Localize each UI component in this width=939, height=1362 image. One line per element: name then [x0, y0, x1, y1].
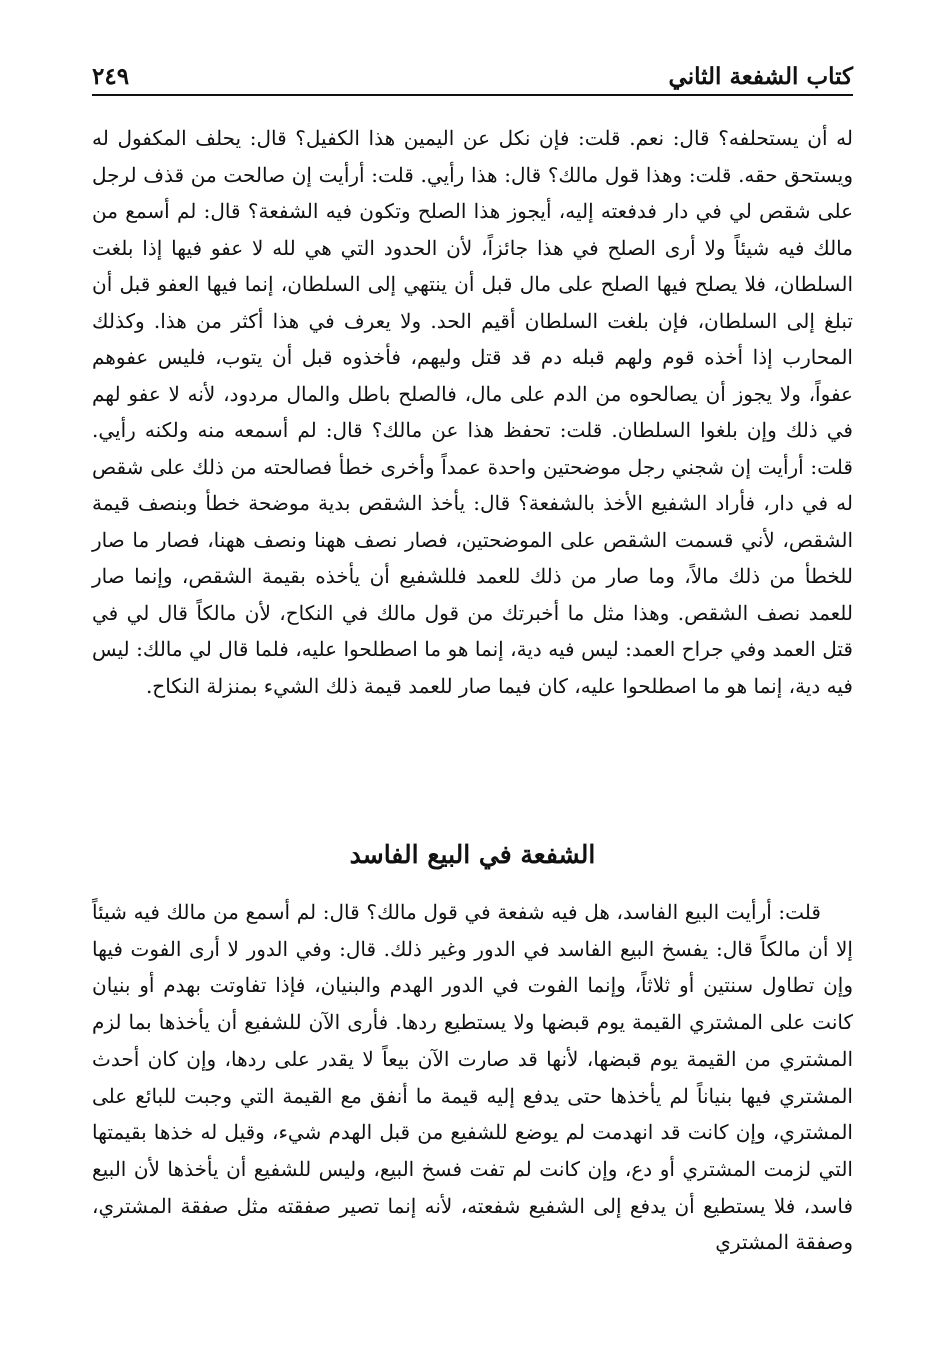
chapter-title: كتاب الشفعة الثاني [668, 63, 853, 90]
body-paragraph-2: قلت: أرأيت البيع الفاسد، هل فيه شفعة في قول مالك؟ قال: لم أسمع من مالك فيه شيئاً إلا أن مالكاً قال: يفسخ البيع الفاسد في الدور وغير ذلك. قال: وفي الدور لا أرى الفوت فيها وإن تطاول سنتين أو ثلاثاً، وإنما الفوت في الدور الهدم والبنيان، فإذا تفاوتت بهدم أو بنيان كانت على المشتري القيمة يوم قبضها ولا يستطيع ردها. فأرى الآن للشفيع أن يأخذها بما لزم المشتري من القيمة يوم قبضها، لأنها قد صارت الآن بيعاً لا يقدر على ردها، وإن كان أحدث المشتري فيها بنياناً لم يأخذها حتى يدفع إليه قيمة ما أنفق مع القيمة التي وجبت للبائع على المشتري، وإن كانت قد انهدمت لم يوضع للشفيع من قبل الهدم شيء، وقيل له خذها بقيمتها التي لزمت المشتري أو دع، وإن كانت لم تفت فسخ البيع، وليس للشفيع أن يأخذها لأن البيع فاسد، فلا يستطيع أن يدفع إلى الشفيع شفعته، لأنه إنما تصير صفقته مثل صفقة المشتري، وصفقة المشتري [92, 900, 853, 1255]
page-number: ٢٤٩ [92, 63, 130, 90]
body-paragraph-1: له أن يستحلفه؟ قال: نعم. قلت: فإن نكل عن اليمين هذا الكفيل؟ قال: يحلف المكفول له ويستحق حقه. قلت: وهذا قول مالك؟ قال: هذا رأيي. قلت: أرأيت إن صالحت من قذف لرجل على شقص لي في دار فدفعته إليه، أيجوز هذا الصلح وتكون فيه الشفعة؟ قال: لم أسمع من مالك فيه شيئاً ولا أرى الصلح في هذا جائزاً، لأن الحدود التي هي لله لا عفو فيها إذا بلغت السلطان، فلا يصلح فيها الصلح على مال قبل أن ينتهي إلى السلطان، إنما فيها العفو قبل أن تبلغ إلى السلطان، فإن بلغت السلطان أقيم الحد. ولا يعرف في هذا أكثر من هذا. وكذلك المحارب إذا أخذه قوم ولهم قبله دم قد قتل وليهم، فأخذوه قبل أن يتوب، فليس عفوهم عفواً، ولا يجوز أن يصالحوه من الدم على مال، فالصلح باطل والمال مردود، لأنه لا عفو لهم في ذلك وإن بلغوا السلطان. قلت: تحفظ هذا عن مالك؟ قال: لم أسمعه منه ولكنه رأيي. قلت: أرأيت إن شجني رجل موضحتين واحدة عمداً وأخرى خطأ فصالحته من ذلك على شقص له في دار، فأراد الشفيع الأخذ بالشفعة؟ قال: يأخذ الشقص بدية موضحة خطأ وبنصف قيمة الشقص، لأني قسمت الشقص على الموضحتين، فصار نصف ههنا ونصف ههنا، فصار ما صار للخطأ من ذلك مالاً، وما صار من ذلك للعمد فللشفيع أن يأخذه بقيمة الشقص، وإنما صار للعمد نصف الشقص. وهذا مثل ما أخبرتك من قول مالك في النكاح، لأن مالكاً قال لي في قتل العمد وفي جراح العمد: ليس فيه دية، إنما هو ما اصطلحوا عليه، فلما قال لي مالك: ليس فيه دية، إنما هو ما اصطلحوا عليه، كان فيما صار للعمد قيمة ذلك الشيء بمنزلة النكاح. [92, 126, 853, 698]
section-heading: الشفعة في البيع الفاسد [349, 840, 596, 869]
page-header [92, 52, 853, 96]
